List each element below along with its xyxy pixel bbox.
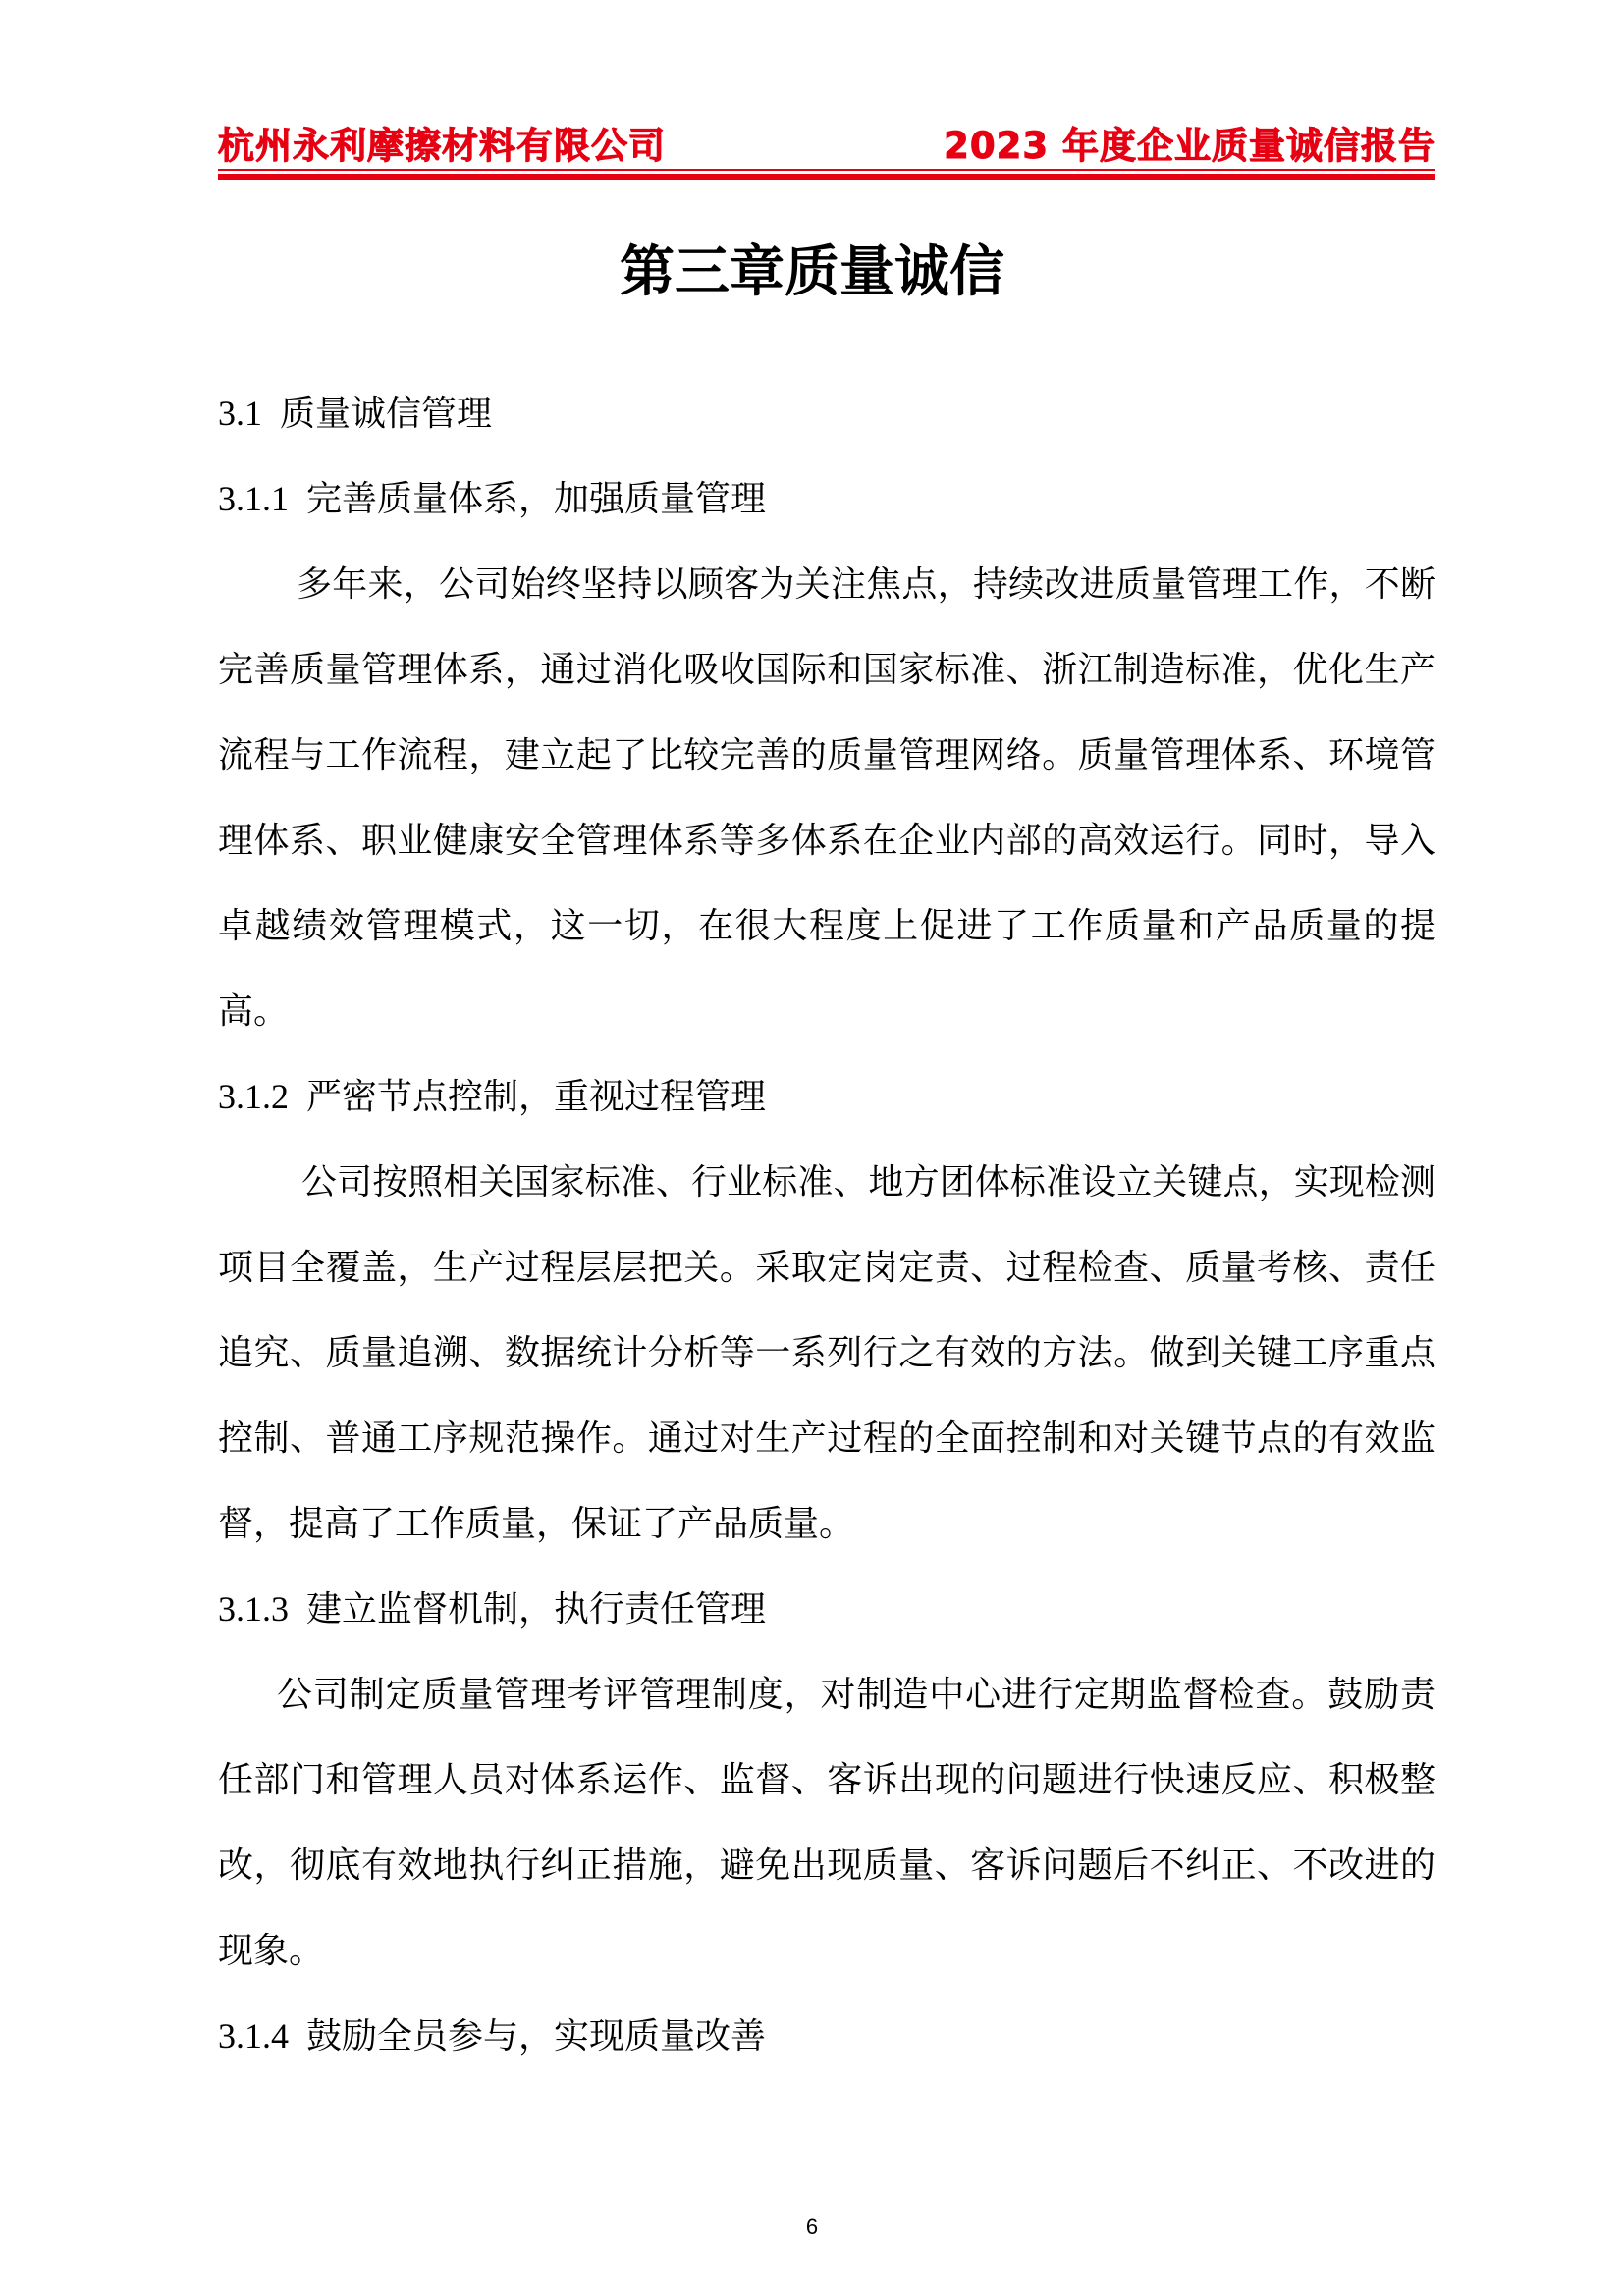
header-company-name: 杭州永利摩擦材料有限公司 (218, 125, 666, 167)
section-title: 完善质量体系，加强质量管理 (306, 479, 767, 519)
header-report-title: 2023 年度企业质量诚信报告 (944, 125, 1435, 167)
paragraph-process-control: 公司按照相关国家标准、行业标准、地方团体标准设立关键点，实现检测项目全覆盖，生产过程层层把关。采取定岗定责、过程检查、质量考核、责任追究、质量追溯、数据统计分析等一系列行之有效的方法。做到关键工序重点控制、普通工序规范操作。通过对生产过程的全面控制和对关键节点的有效监督，提高了工作质量，保证了产品质量。 (218, 1162, 1435, 1544)
section-title: 严密节点控制，重视过程管理 (306, 1077, 767, 1117)
section-heading-3-1-4 (218, 1994, 1435, 2079)
section-number: 3.1 (218, 394, 262, 433)
header-rule-thick (218, 174, 1435, 180)
section-heading-3-1-2 (218, 1054, 1435, 1140)
section-heading-3-1-3 (218, 1567, 1435, 1652)
section-title: 质量诚信管理 (280, 394, 493, 434)
paragraph-supervision: 公司制定质量管理考评管理制度，对制造中心进行定期监督检查。鼓励责任部门和管理人员对体系运作、监督、客诉出现的问题进行快速反应、积极整改，彻底有效地执行纠正措施，避免出现质量、客诉问题后不纠正、不改进的现象。 (218, 1675, 1435, 1971)
page-body (218, 371, 1435, 2079)
section-number: 3.1.1 (218, 479, 289, 518)
section-title: 鼓励全员参与，实现质量改善 (306, 2016, 767, 2056)
chapter-title: 第三章质量诚信 (620, 240, 1004, 304)
header-rule-thin (218, 169, 1435, 171)
paragraph-quality-system: 多年来，公司始终坚持以顾客为关注焦点，持续改进质量管理工作，不断完善质量管理体系，通过消化吸收国际和国家标准、浙江制造标准，优化生产流程与工作流程，建立起了比较完善的质量管理网络。质量管理体系、环境管理体系、职业健康安全管理体系等多体系在企业内部的高效运行。同时，导入卓越绩效管理模式，这一切，在很大程度上促进了工作质量和产品质量的提高。 (218, 564, 1435, 1032)
section-heading-3-1-1 (218, 456, 1435, 542)
section-number: 3.1.2 (218, 1077, 289, 1116)
page-number: 6 (805, 2215, 819, 2239)
section-number: 3.1.3 (218, 1589, 289, 1629)
section-number: 3.1.4 (218, 2016, 289, 2056)
section-heading-3-1 (218, 371, 1435, 456)
section-title: 建立监督机制，执行责任管理 (306, 1589, 767, 1629)
